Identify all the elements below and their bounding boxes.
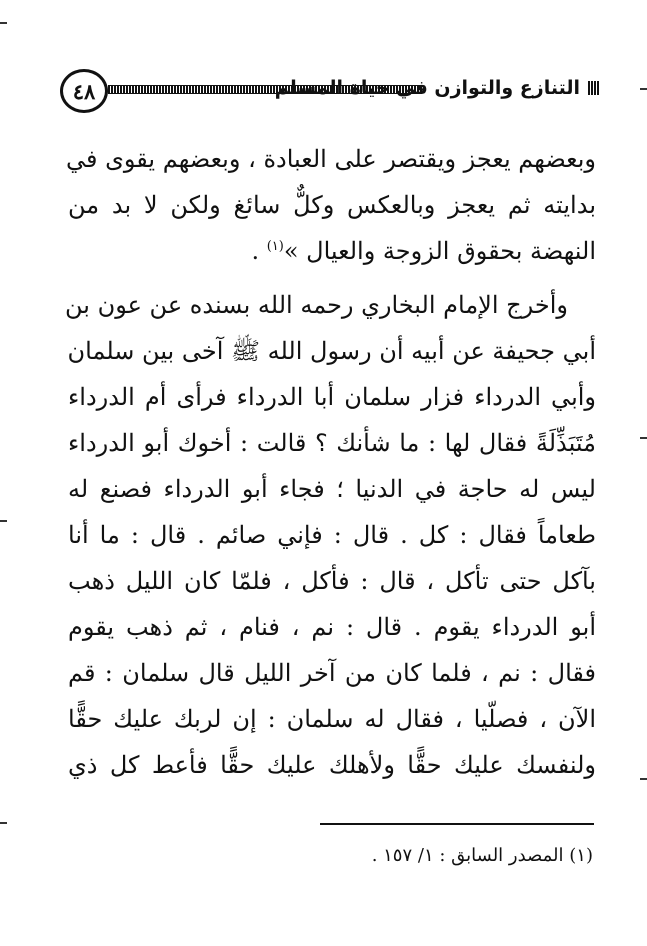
paragraph-2 <box>65 282 596 788</box>
footnote-marker: (١) <box>266 239 284 254</box>
text-line <box>68 228 596 274</box>
page-number: ٤٨ <box>60 69 108 113</box>
book-title: التنازع والتوازن في حياة المسلم <box>274 77 580 99</box>
text-line: أبو الدرداء يقوم . قال : نم ، فنام ، ثم ذهب يقوم <box>68 613 596 641</box>
text-line: طعاماً فقال : كل . قال : فإني صائم . قال : ما أنا <box>68 521 596 549</box>
text-line: مُتَبَذِّلَةً فقال لها : ما شأنك ؟ قالت : أخوك أبو الدرداء <box>68 429 596 457</box>
text-line: ولنفسك عليك حقًّا ولأهلك عليك حقًّا فأعط كل ذي <box>68 751 596 779</box>
scan-edge-mark <box>640 88 647 90</box>
text-line: وأبي الدرداء فزار سلمان أبا الدرداء فرأى أم الدرداء <box>68 383 596 411</box>
text-line-content: النهضة بحقوق الزوجة والعيال » <box>283 237 596 265</box>
scan-edge-mark <box>0 822 7 824</box>
footnote-separator <box>320 823 594 825</box>
scan-edge-mark <box>640 778 647 780</box>
text-line: وبعضهم يعجز ويقتصر على العبادة ، وبعضهم يقوى في <box>66 145 596 173</box>
running-title <box>275 66 600 110</box>
paragraph-1 <box>68 136 596 274</box>
text-line: بدايته ثم يعجز وبالعكس وكلٌّ سائغ ولكن لا بد من <box>68 191 596 219</box>
text-line: ليس له حاجة في الدنيا ؛ فجاء أبو الدرداء فصنع له <box>68 475 596 503</box>
text-line: بآكل حتى تأكل ، قال : فأكل ، فلمّا كان الليل ذهب <box>68 567 596 595</box>
header-mark-icon <box>588 81 600 95</box>
scan-edge-mark <box>0 520 7 522</box>
text-line: فقال : نم ، فلما كان من آخر الليل قال سلمان : قم <box>68 659 596 687</box>
scan-edge-mark <box>0 22 7 24</box>
text-line: الآن ، فصلّيا ، فقال له سلمان : إن لربك عليك حقًّا <box>68 705 596 733</box>
body-text <box>65 136 596 788</box>
page-header <box>60 66 600 122</box>
scan-edge-mark <box>640 437 647 439</box>
text-line-end: . <box>251 237 267 265</box>
footnote: (١) المصدر السابق : ١/ ١٥٧ . <box>371 845 593 866</box>
text-line: وأخرج الإمام البخاري رحمه الله بسنده عن عون بن <box>65 291 568 319</box>
text-line: أبي جحيفة عن أبيه أن رسول الله ﷺ آخى بين سلمان <box>67 337 596 365</box>
